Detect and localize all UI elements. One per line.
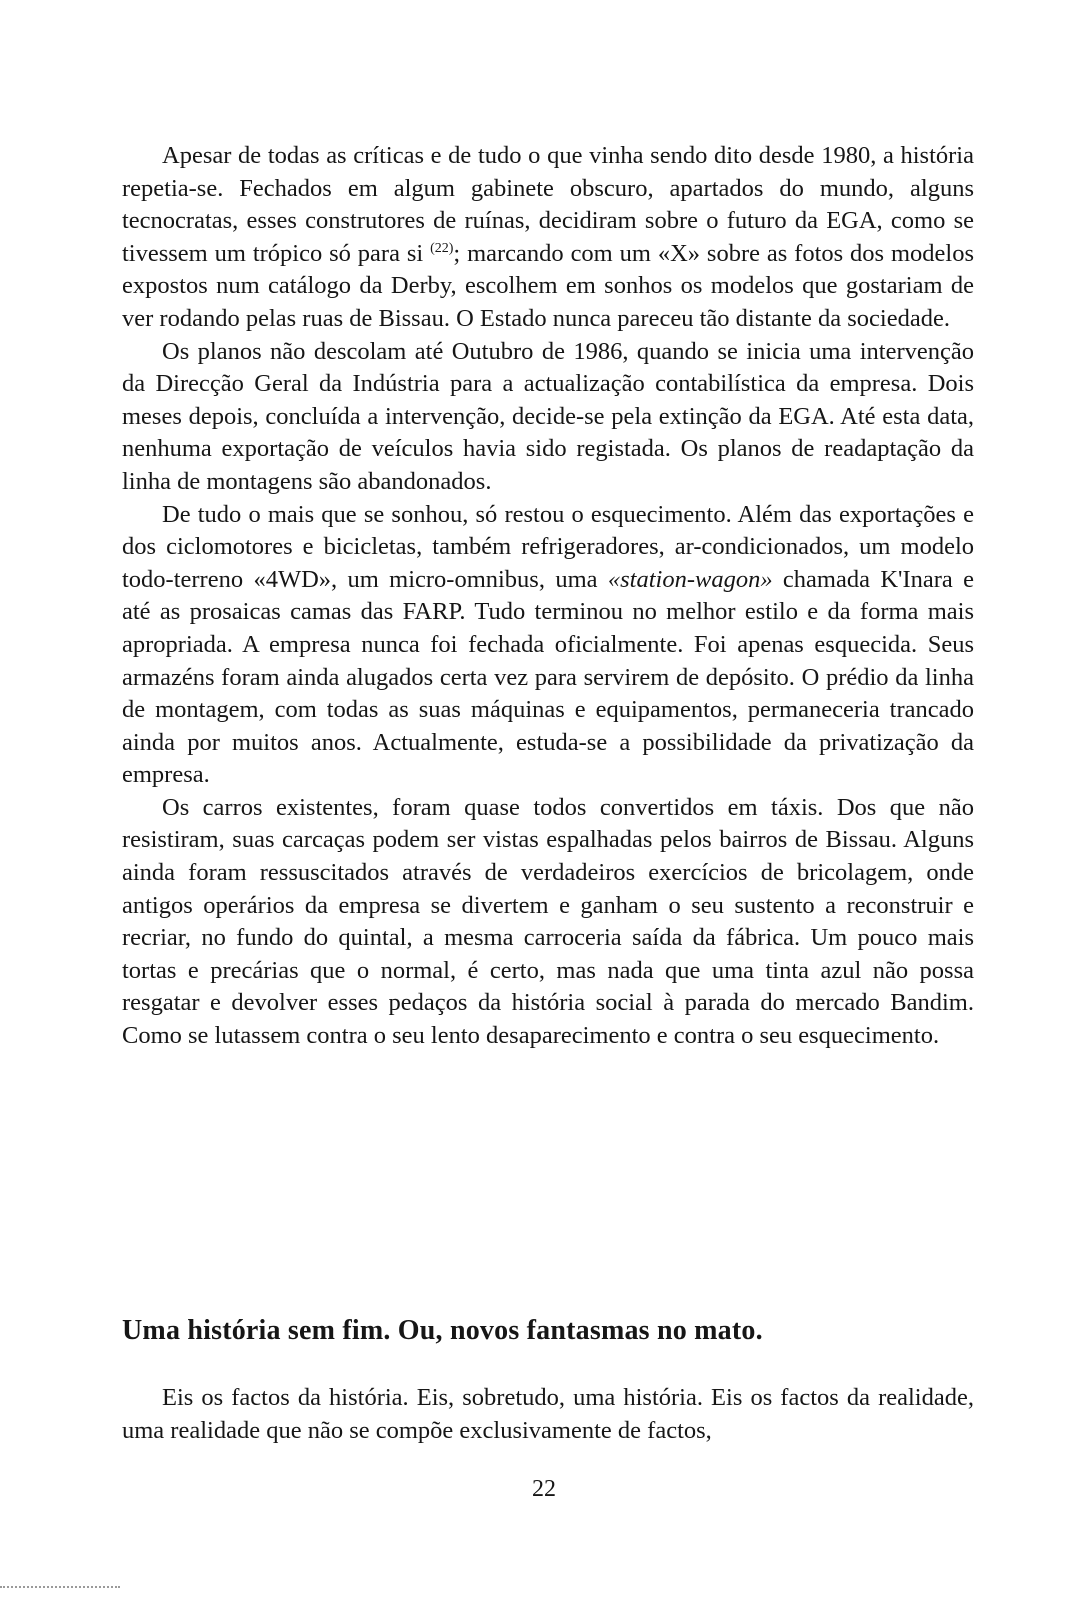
paragraph-text: ; marcando com um «X» sobre as fotos dos modelos expostos num catálogo da Derby, escolhem em sonhos os modelos que gostariam de ver rodando pelas ruas de Bissau. O Estado nunca pareceu tão distante da sociedade. [122,239,974,332]
paragraph [122,140,974,336]
scan-artifact [0,1586,120,1590]
section-body [122,1382,974,1447]
italic-term: «station-wagon» [607,565,773,593]
paragraph: Os carros existentes, foram quase todos convertidos em táxis. Dos que não resistiram, suas carcaças podem ser vistas espalhadas pelos bairros de Bissau. Alguns ainda foram ressuscitados através de verdadeiros exercícios de bricolagem, onde antigos operários da empresa se divertem e ganham o seu sustento a reconstruir e recriar, no fundo do quintal, a mesma carroceria saída da fábrica. Um pouco mais tortas e precárias que o normal, é certo, mas nada que uma tinta azul não possa resgatar e devolver esses pedaços da história social à parada do mercado Bandim. Como se lutassem contra o seu lento desaparecimento e contra o seu esquecimento. [122,793,974,1050]
paragraph: Eis os factos da história. Eis, sobretudo, uma história. Eis os factos da realidade, uma realidade que não se compõe exclusivamente de factos, [122,1384,974,1444]
section-title: Uma história sem fim. Ou, novos fantasmas no mato. [122,1315,763,1346]
paragraph [122,499,974,792]
footnote-reference[interactable]: (22) [430,240,454,256]
paragraph-text: chamada K'Inara e até as prosaicas camas das FARP. Tudo terminou no melhor estilo e da forma mais apropriada. A empresa nunca foi fechada oficialmente. Foi apenas esquecida. Seus armazéns foram ainda alugados certa vez para servirem de depósito. O prédio da linha de montagem, com todas as suas máquinas e equipamentos, permaneceria trancado ainda por muitos anos. Actualmente, estuda-se a possibilidade da privatização da empresa. [122,565,974,789]
paragraph-text: Apesar de todas as críticas e de tudo o que vinha sendo dito desde 1980, a história repetia-se. Fechados em algum gabinete obscuro, apartados do mundo, alguns tecnocratas, esses construtores de ruínas, decidiram sobre o futuro da EGA, como se tivessem um trópico só para si [122,142,974,267]
paragraph: Os planos não descolam até Outubro de 1986, quando se inicia uma intervenção da Direcção Geral da Indústria para a actualização contabilística da empresa. Dois meses depois, concluída a intervenção, decide-se pela extinção da EGA. Até esta data, nenhuma exportação de veículos havia sido registada. Os planos de readaptação da linha de montagens são abandonados. [122,337,974,495]
paragraph-text: De tudo o mais que se sonhou, só restou o esquecimento. Além das exportações e dos ciclomotores e bicicletas, também refrigeradores, ar-condicionados, um modelo todo-terreno «4WD», um micro-omnibus, uma [122,500,974,593]
body-text [122,140,974,1053]
page-number: 22 [532,1476,556,1502]
